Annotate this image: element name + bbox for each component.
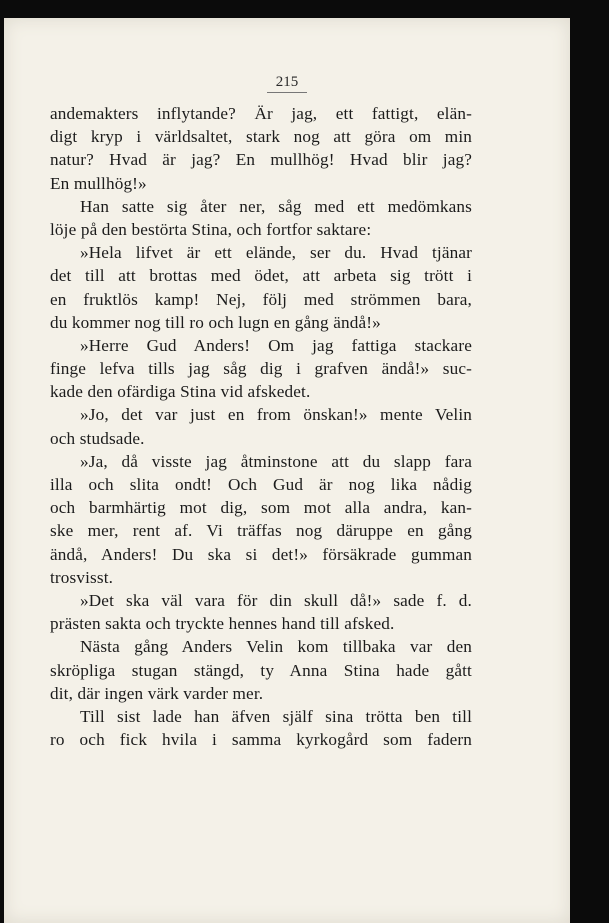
text-line: en fruktlös kamp! Nej, följ med strömmen bara, [50,289,472,309]
text-line: du kommer nog till ro och lugn en gång ändå!» [50,312,381,332]
text-line: ro och fick hvila i samma kyrkogård som fadern [50,730,472,750]
text-line: dit, där ingen värk varder mer. [50,683,264,703]
text-line: natur? Hvad är jag? En mullhög! Hvad blir jag? [50,150,472,170]
text-line: och barmhärtig mot dig, som mot alla andra, kan- [50,498,472,518]
text-line: löje på den bestörta Stina, och fortfor saktare: [50,219,372,239]
text-line: ändå, Anders! Du ska si det!» försäkrade gumman [50,544,472,564]
text-line: och studsade. [50,428,145,448]
book-page [4,18,570,923]
text-line: kade den ofärdiga Stina vid afskedet. [50,382,311,402]
text-line: skröpliga stugan stängd, ty Anna Stina hade gått [50,660,472,680]
text-line: Han satte sig åter ner, såg med ett medömkans [80,196,472,216]
text-line: andemakters inflytande? Är jag, ett fattigt, elän- [50,104,472,123]
text-line: En mullhög!» [50,173,147,193]
text-line: digt kryp i världsaltet, stark nog att göra om min [50,127,472,147]
text-line: ske mer, rent af. Vi träffas nog däruppe en gång [50,521,472,541]
text-line: »Det ska väl vara för din skull då!» sade f. d. [80,590,472,610]
body-text [50,102,472,751]
text-line: Nästa gång Anders Velin kom tillbaka var den [80,637,472,657]
page-number-text: 215 [267,73,308,93]
text-line: trosvisst. [50,567,114,587]
text-line: finge lefva tills jag såg dig i grafven ändå!» suc- [50,359,472,379]
text-line: »Ja, då visste jag åtminstone att du slapp fara [80,451,472,471]
text-line: »Herre Gud Anders! Om jag fattiga stackare [80,335,472,355]
text-line: Till sist lade han äfven själf sina trötta ben till [80,706,472,726]
text-line: det till att brottas med ödet, att arbeta sig trött i [50,266,472,286]
text-line: prästen sakta och tryckte hennes hand till afsked. [50,614,395,634]
text-line: »Jo, det var just en from önskan!» mente Velin [80,405,472,425]
text-line: »Hela lifvet är ett elände, ser du. Hvad tjänar [80,243,472,263]
page-number [4,73,570,93]
text-line: illa och slita ondt! Och Gud är nog lika nådig [50,475,472,494]
